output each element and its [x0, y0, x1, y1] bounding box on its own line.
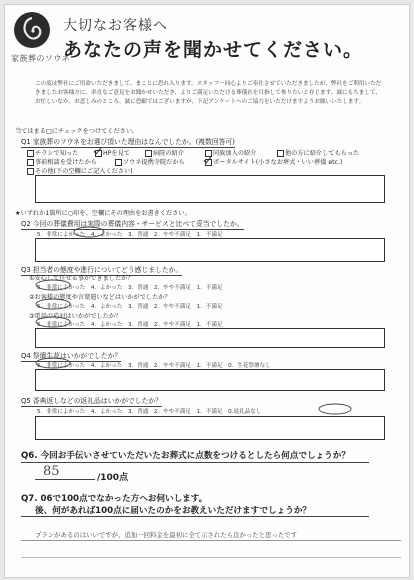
- survey-sheet: [4, 4, 410, 578]
- q1-option-hp[interactable]: HPを見て: [95, 148, 130, 157]
- q3-sub2-scale[interactable]: 5. 非常によかった 4. よかった 3. 普通 2. やや不満足 1. 不満足: [37, 304, 223, 310]
- q4-title: Q4 祭壇生花はいかがでしたか？: [21, 352, 122, 360]
- q5-title: Q5 香典返しなどの返礼品はいかがでしたか？: [21, 397, 162, 405]
- q1-option-temple[interactable]: ソウネ提携寺院だから: [115, 157, 185, 166]
- q4-comment-box[interactable]: [35, 369, 385, 391]
- q6-score[interactable]: 85: [43, 464, 60, 479]
- q7-title: Q7. 06で100点でなかった方へお伺いします。: [21, 494, 208, 504]
- q1-comment-box[interactable]: [35, 175, 385, 203]
- intro-text: この度は弊社にご用命いただきまして、まことに恐れ入ります。スタッフ一同心よりご奉仕させていただきましたが、弊社をご利用いただきましたお客様方に、率直なご意見をお聞かせいただき、よりご満足いただける葬儀社を目指して参りたいと存じます。誠にもちまして、お忙しいなか、お悲しみのところ、誠に恐縮ではございますが、下記アンケートへのご協力をいただけますようお願いいたします。: [35, 81, 382, 105]
- q5-comment-box[interactable]: [35, 416, 385, 440]
- q1-option-consult[interactable]: 事前相談を受けたから: [27, 157, 97, 166]
- q5-scale[interactable]: 5. 非常によかった 4. よかった 3. 普通 2. やや不満足 1. 不満足 0.返礼品なし: [37, 409, 262, 415]
- checkbox[interactable]: [95, 150, 102, 157]
- q3-sub1: ①安心して任せる事ができましたか？: [29, 275, 134, 282]
- q1-option-referral[interactable]: 他の方に紹介してもらった: [277, 148, 359, 157]
- q1-option-flyer[interactable]: チラシで知った: [27, 148, 78, 157]
- q6-score-line: [35, 479, 95, 480]
- brand-logo: [14, 12, 50, 48]
- note-text: ★いずれか1箇所に○印を、空欄にその理由をお書きください。: [15, 210, 191, 217]
- swirl-icon: [14, 12, 50, 48]
- checkbox[interactable]: [145, 150, 152, 157]
- instruction-text: 当てはまる□にチェックをつけてください。: [15, 128, 139, 135]
- q7-answer[interactable]: プランがあるのはいいですが、追加一回料金を最初に全て示されたら良かったと思ったです: [35, 531, 298, 539]
- q7-subtitle: 後、何があれば100点に届いたのかをお教えいただけますでしょうか？: [35, 506, 312, 516]
- q4-scale[interactable]: 5. 非常によかった 4. よかった 3. 普通 2. やや不満足 1. 不満足 0. 生花祭壇なし: [37, 363, 271, 369]
- q7-answer-line: [21, 540, 401, 541]
- header-title-small: 大切なお客様へ: [63, 18, 168, 34]
- q2-scale[interactable]: 5. 非常によかった 4. よかった 3. 普通 2. やや不満足 1. 不満足: [37, 232, 223, 238]
- q7-answer-line-2: [21, 557, 401, 558]
- checkbox[interactable]: [277, 150, 284, 157]
- q6-rule: [21, 462, 369, 463]
- q6-title: Q6. 今回お手伝いさせていただいたお葬式に点数をつけるとしたら何点でしょうか？: [21, 451, 350, 461]
- q6-suffix: /100点: [97, 473, 129, 483]
- q3-sub3-scale[interactable]: 5. 非常によかった 4. よかった 3. 普通 2. やや不満足 1. 不満足: [37, 322, 223, 328]
- q1-option-other[interactable]: その他(下の空欄にご記入ください): [27, 166, 133, 175]
- checkbox[interactable]: [115, 159, 122, 166]
- checkbox[interactable]: [27, 150, 34, 157]
- checkbox[interactable]: [205, 150, 212, 157]
- q3-comment-box[interactable]: [35, 328, 385, 348]
- q1-title: Q1 家族葬のソウネをお選び頂いた理由はなんでしたか。(複数回答可): [21, 138, 235, 146]
- checkbox[interactable]: [205, 159, 212, 166]
- page-title: あなたの声を聞かせてください。: [63, 39, 364, 61]
- q1-option-kin[interactable]: 同族加入の紹介: [205, 148, 256, 157]
- q7-rule: [21, 516, 369, 517]
- circle-mark: [319, 404, 351, 414]
- q1-option-hospital[interactable]: 病院の紹介: [145, 148, 184, 157]
- q3-sub3: ③電話の応対はいかがでしたか？: [29, 313, 122, 320]
- q3-sub2: ②お客様の態度や言葉遣いなどはいかがでしたか？: [29, 294, 171, 301]
- q2-title: Q2 今回の葬儀費用は実際の葬儀内容・サービスと比べて妥当でしたか。: [21, 220, 244, 228]
- q3-title: Q3 担当者の態度や進行についてどう感じましたか。: [21, 266, 183, 274]
- q2-comment-box[interactable]: [35, 238, 385, 262]
- checkbox[interactable]: [27, 159, 34, 166]
- q1-option-portal[interactable]: ポータルサイト(小さなお葬式・いい葬儀 etc.): [205, 157, 342, 166]
- q3-sub1-scale[interactable]: 5. 非常によかった 4. よかった 3. 普通 2. やや不満足 1. 不満足: [37, 285, 223, 291]
- checkbox[interactable]: [27, 168, 34, 175]
- brand-name: 家族葬のソウネ: [11, 54, 71, 63]
